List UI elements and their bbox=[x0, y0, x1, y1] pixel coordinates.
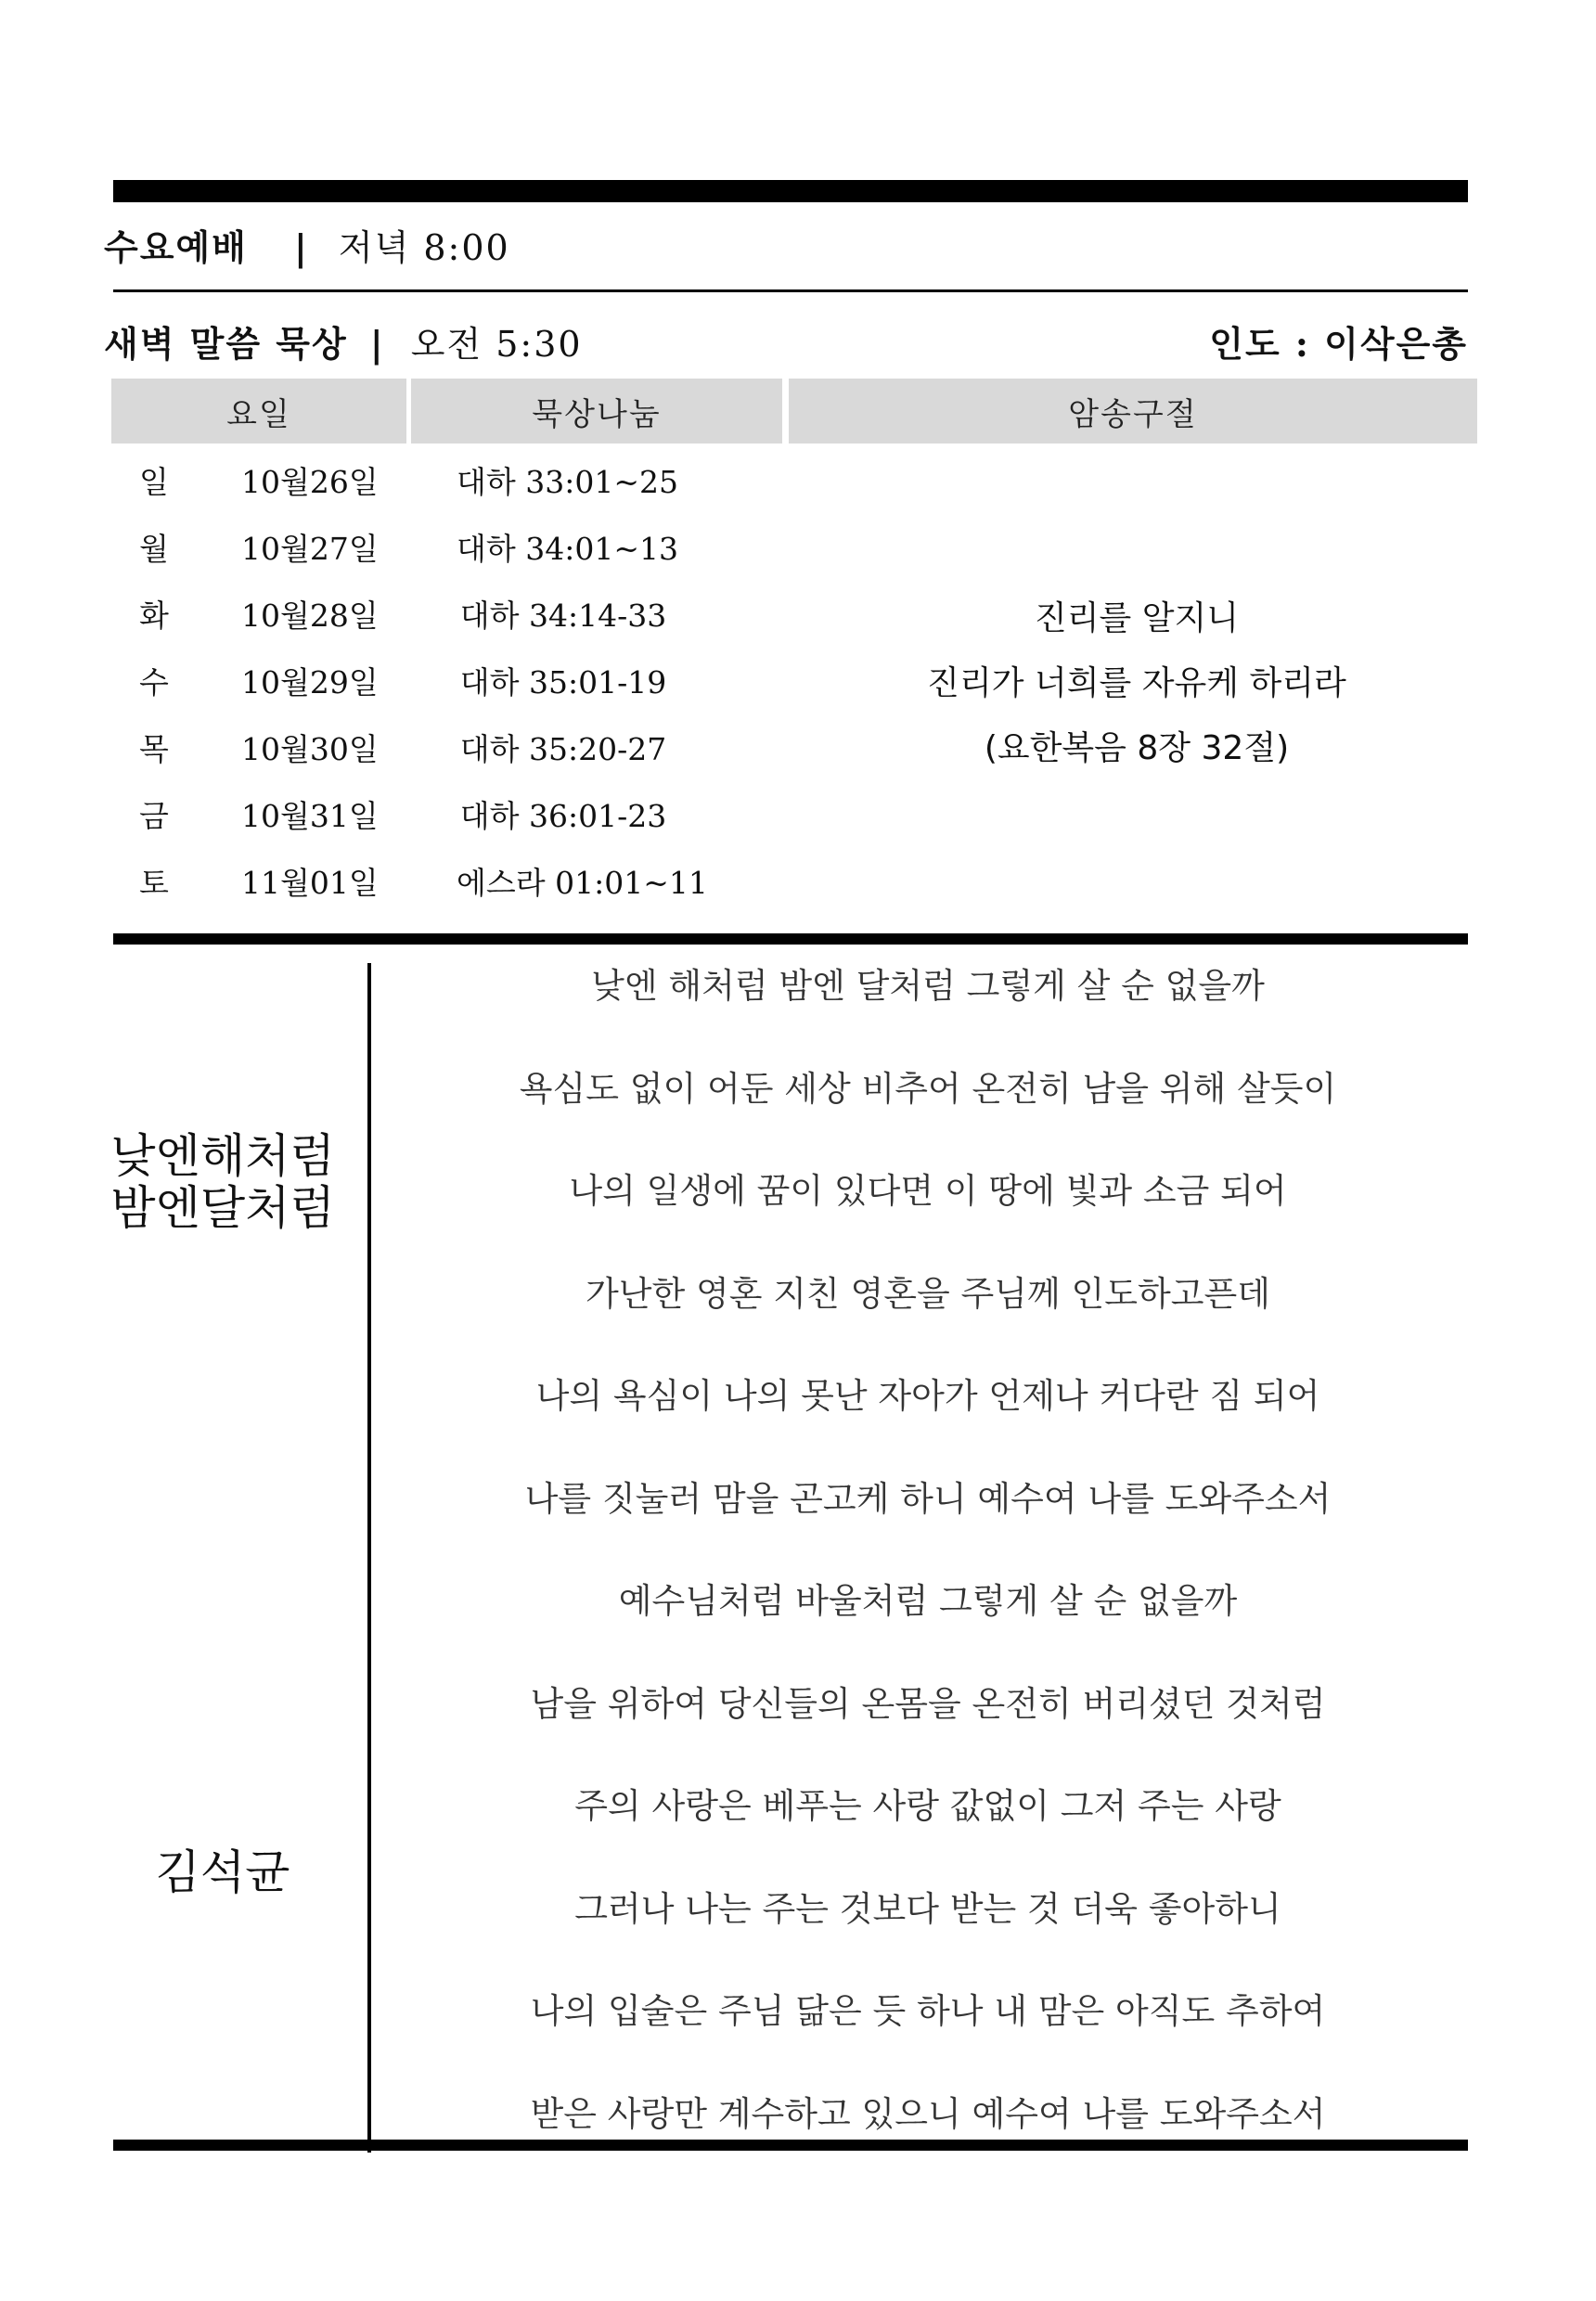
row-date: 10월31일 bbox=[241, 798, 379, 834]
wednesday-title: 수요예배 bbox=[104, 226, 248, 268]
table-row bbox=[113, 592, 800, 659]
lyric-line: 욕심도 없이 어둔 세상 비추어 온전히 남을 위해 살듯이 bbox=[519, 1068, 1337, 1109]
header-memory-verse: 암송구절 bbox=[789, 379, 1477, 443]
song-divider bbox=[367, 963, 371, 2153]
table-row bbox=[113, 525, 800, 592]
row-day: 화 bbox=[139, 598, 169, 634]
header-day: 요일 bbox=[111, 379, 406, 443]
song-title-line2: 밤엔달처럼 bbox=[110, 1181, 335, 1235]
wednesday-separator: | bbox=[293, 226, 309, 268]
row-day: 목 bbox=[139, 731, 169, 767]
table-row bbox=[113, 859, 800, 926]
dawn-title: 새벽 말씀 묵상 bbox=[104, 323, 348, 365]
row-passage: 대하 36:01-23 bbox=[459, 798, 667, 834]
lyric-line: 예수님처럼 바울처럼 그렇게 살 순 없을까 bbox=[618, 1581, 1238, 1621]
row-passage: 대하 35:20-27 bbox=[459, 731, 667, 767]
row-day: 수 bbox=[139, 664, 169, 701]
row-date: 10월29일 bbox=[241, 664, 379, 701]
table-bottom-rule bbox=[113, 933, 1468, 945]
lyric-line: 나의 일생에 꿈이 있다면 이 땅에 빛과 소금 되어 bbox=[569, 1171, 1287, 1211]
row-date: 10월30일 bbox=[241, 731, 379, 767]
lyric-line: 나의 욕심이 나의 못난 자아가 언제나 커다란 짐 되어 bbox=[535, 1376, 1320, 1416]
memory-verse-line2: 진리가 너희를 자유케 하리라 bbox=[927, 664, 1346, 702]
song-lyrics bbox=[390, 956, 1466, 2186]
table-row bbox=[113, 726, 800, 792]
top-rule bbox=[113, 180, 1468, 202]
song-title-line1: 낮엔해처럼 bbox=[110, 1129, 335, 1183]
bottom-rule bbox=[113, 2140, 1468, 2151]
memory-verse-line1: 진리를 알지니 bbox=[1034, 599, 1240, 637]
song-title bbox=[102, 1130, 343, 1234]
lyric-line: 그러나 나는 주는 것보다 받는 것 더욱 좋아하니 bbox=[574, 1888, 1281, 1929]
row-passage: 대하 35:01-19 bbox=[459, 664, 667, 701]
table-row bbox=[113, 659, 800, 726]
row-date: 10월28일 bbox=[241, 598, 379, 634]
row-date: 11월01일 bbox=[241, 865, 379, 901]
song-author: 김석균 bbox=[155, 1845, 290, 1899]
row-date: 10월26일 bbox=[241, 464, 379, 500]
row-day: 금 bbox=[139, 798, 169, 834]
row-passage: 대하 34:01~13 bbox=[457, 531, 678, 567]
table-row bbox=[113, 458, 800, 525]
memory-verse bbox=[803, 586, 1471, 781]
row-date: 10월27일 bbox=[241, 531, 379, 567]
table-row bbox=[113, 792, 800, 859]
dawn-leader: 인도 : 이삭은총 bbox=[1209, 323, 1468, 365]
memory-verse-reference: (요한복음 8장 32절) bbox=[984, 729, 1290, 767]
dawn-separator: | bbox=[369, 323, 385, 365]
row-day: 토 bbox=[139, 865, 169, 901]
lyric-line: 받은 사랑만 계수하고 있으니 예수여 나를 도와주소서 bbox=[530, 2093, 1326, 2134]
lyric-line: 가난한 영혼 지친 영혼을 주님께 인도하고픈데 bbox=[586, 1273, 1270, 1314]
wednesday-time: 저녁 8:00 bbox=[338, 227, 510, 268]
row-passage: 에스라 01:01~11 bbox=[457, 865, 708, 901]
lyric-line: 나의 입술은 주님 닮은 듯 하나 내 맘은 아직도 추하여 bbox=[530, 1991, 1326, 2031]
section-divider bbox=[113, 289, 1468, 292]
row-passage: 대하 33:01~25 bbox=[457, 464, 678, 500]
row-day: 일 bbox=[139, 464, 169, 500]
wednesday-service bbox=[104, 219, 510, 270]
row-passage: 대하 34:14-33 bbox=[459, 598, 667, 634]
lyric-line: 주의 사랑은 베푸는 사랑 값없이 그저 주는 사랑 bbox=[574, 1786, 1281, 1826]
row-day: 월 bbox=[139, 531, 169, 567]
lyric-line: 남을 위하여 당신들의 온몸을 온전히 버리셨던 것처럼 bbox=[530, 1683, 1326, 1724]
header-meditation: 묵상나눔 bbox=[411, 379, 782, 443]
dawn-time: 오전 5:30 bbox=[410, 324, 583, 365]
lyric-line: 나를 짓눌러 맘을 곤고케 하니 예수여 나를 도와주소서 bbox=[524, 1478, 1332, 1519]
dawn-meditation bbox=[104, 315, 583, 366]
lyric-line: 낮엔 해처럼 밤엔 달처럼 그렇게 살 순 없을까 bbox=[591, 966, 1265, 1006]
